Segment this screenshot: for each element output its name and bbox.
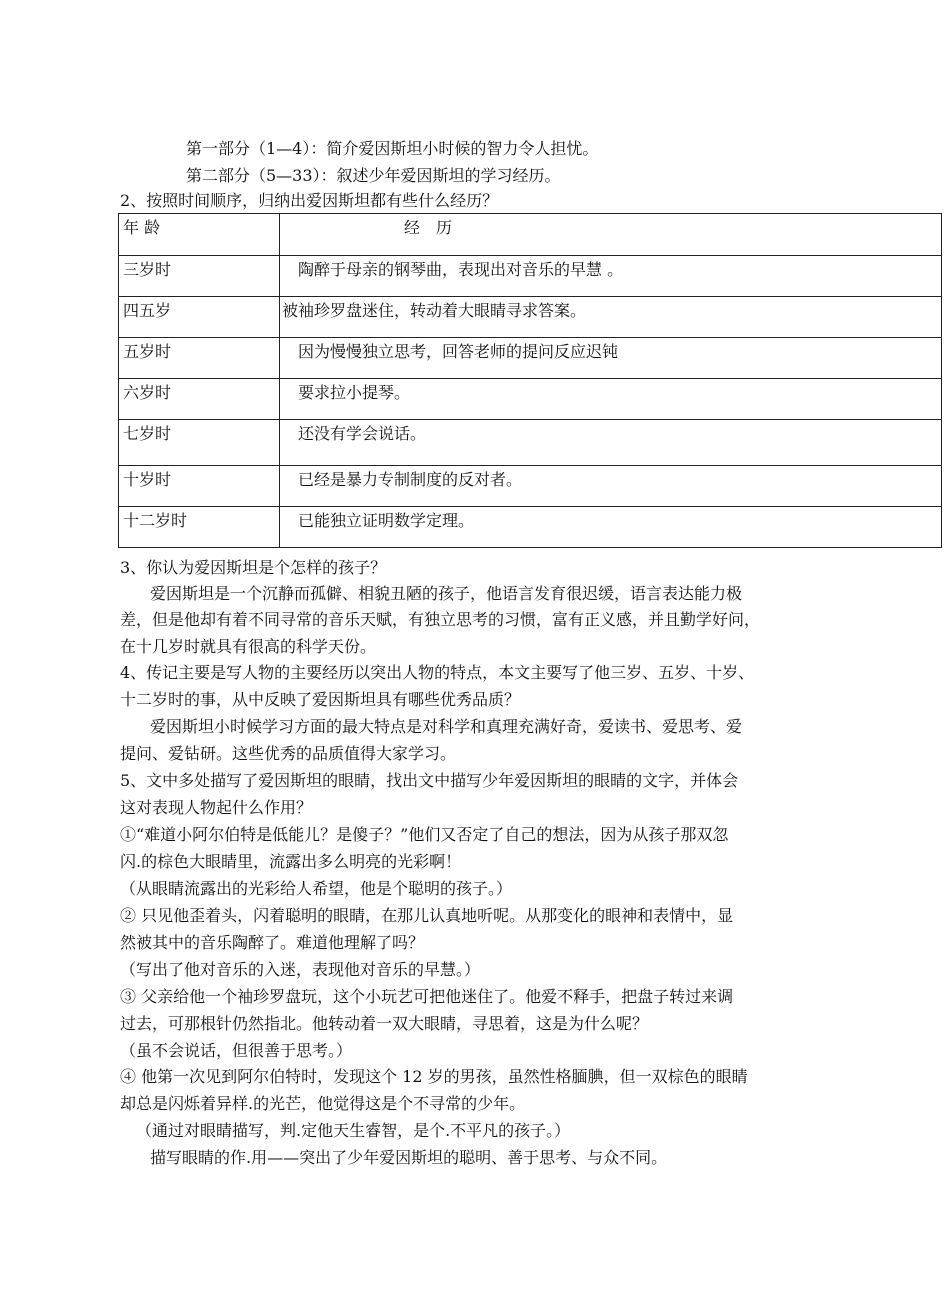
table-cell-age: 四五岁 xyxy=(119,297,280,338)
table-cell-event: 因为慢慢独立思考，回答老师的提问反应迟钝 xyxy=(280,338,942,379)
header-experience: 经 历 xyxy=(280,214,942,256)
table-cell-age: 十二岁时 xyxy=(119,507,280,548)
answer-4-line: 爱因斯坦小时候学习方面的最大特点是对科学和真理充满好奇，爱读书、爱思考、爱 xyxy=(150,717,743,736)
conclusion: 描写眼睛的作.用——突出了少年爱因斯坦的聪明、善于思考、与众不同。 xyxy=(150,1148,668,1167)
part-one-summary: 第一部分（1—4）：简介爱因斯坦小时候的智力令人担忧。 xyxy=(186,139,599,158)
question-5: 5、文中多处描写了爱因斯坦的眼睛，找出文中描写少年爱因斯坦的眼睛的文字，并体会 xyxy=(120,771,739,790)
table-cell-age: 三岁时 xyxy=(119,256,280,297)
table-row xyxy=(119,297,942,338)
experience-table xyxy=(118,213,942,548)
quote-4: 却总是闪烁着异样.的光芒，他觉得这是个不寻常的少年。 xyxy=(120,1094,526,1113)
quote-1: 闪.的棕色大眼睛里，流露出多么明亮的光彩啊！ xyxy=(120,852,462,871)
table-cell-age: 七岁时 xyxy=(119,420,280,466)
table-cell-age: 六岁时 xyxy=(119,379,280,420)
quote-3: ③ 父亲给他一个袖珍罗盘玩，这个小玩艺可把他迷住了。他爱不释手，把盘子转过来调 xyxy=(120,987,734,1006)
table-cell-age: 五岁时 xyxy=(119,338,280,379)
note-1: （从眼睛流露出的光彩给人希望，他是个聪明的孩子。） xyxy=(120,879,513,898)
question-4: 4、传记主要是写人物的主要经历以突出人物的特点，本文主要写了他三岁、五岁、十岁、 xyxy=(120,663,755,682)
answer-3-line: 差，但是他却有着不同寻常的音乐天赋，有独立思考的习惯，富有正义感，并且勤学好问， xyxy=(120,610,761,629)
table-cell-age: 十岁时 xyxy=(119,466,280,507)
question-3: 3、你认为爱因斯坦是个怎样的孩子？ xyxy=(120,558,387,577)
answer-3-line: 爱因斯坦是一个沉静而孤僻、相貌丑陋的孩子，他语言发育很迟缓，语言表达能力极 xyxy=(150,584,743,603)
question-4: 十二岁时的事，从中反映了爱因斯坦具有哪些优秀品质？ xyxy=(120,690,521,709)
note-4: （通过对眼睛描写，判.定他天生睿智，是个.不平凡的孩子。） xyxy=(136,1121,571,1140)
answer-3-line: 在十几岁时就具有很高的科学天份。 xyxy=(120,637,377,656)
table-cell-event: 还没有学会说话。 xyxy=(280,420,942,466)
table-row xyxy=(119,256,942,297)
note-2: （写出了他对音乐的入迷，表现他对音乐的早慧。） xyxy=(120,960,481,979)
note-3: （虽不会说话，但很善于思考。） xyxy=(120,1041,353,1060)
quote-3: 过去，可那根针仍然指北。他转动着一双大眼睛，寻思着，这是为什么呢？ xyxy=(120,1014,649,1033)
table-row xyxy=(119,507,942,548)
table-cell-event: 被袖珍罗盘迷住，转动着大眼睛寻求答案。 xyxy=(280,297,942,338)
quote-2: ② 只见他歪着头，闪着聪明的眼睛，在那儿认真地听呢。从那变化的眼神和表情中，显 xyxy=(120,906,734,925)
table-header-row xyxy=(119,214,942,256)
table-cell-event: 要求拉小提琴。 xyxy=(280,379,942,420)
table-row xyxy=(119,379,942,420)
question-5: 这对表现人物起什么作用？ xyxy=(120,798,313,817)
table-row xyxy=(119,338,942,379)
answer-4-line: 提问、爱钻研。这些优秀的品质值得大家学习。 xyxy=(120,744,457,763)
table-row xyxy=(119,420,942,466)
table-cell-event: 已经是暴力专制制度的反对者。 xyxy=(280,466,942,507)
quote-4: ④ 他第一次见到阿尔伯特时，发现这个 12 岁的男孩，虽然性格腼腆，但一双棕色的眼睛 xyxy=(120,1067,748,1086)
header-age: 年 龄 xyxy=(119,214,280,256)
quote-1: ①“难道小阿尔伯特是低能儿？是傻子？”他们又否定了自己的想法，因为从孩子那双忽 xyxy=(120,825,729,844)
table-row xyxy=(119,466,942,507)
quote-2: 然被其中的音乐陶醉了。难道他理解了吗？ xyxy=(120,933,425,952)
part-two-summary: 第二部分（5—33）：叙述少年爱因斯坦的学习经历。 xyxy=(186,166,561,185)
question-2: 2、按照时间顺序，归纳出爱因斯坦都有些什么经历？ xyxy=(120,191,499,210)
table-cell-event: 陶醉于母亲的钢琴曲，表现出对音乐的早慧 。 xyxy=(280,256,942,297)
table-cell-event: 已能独立证明数学定理。 xyxy=(280,507,942,548)
